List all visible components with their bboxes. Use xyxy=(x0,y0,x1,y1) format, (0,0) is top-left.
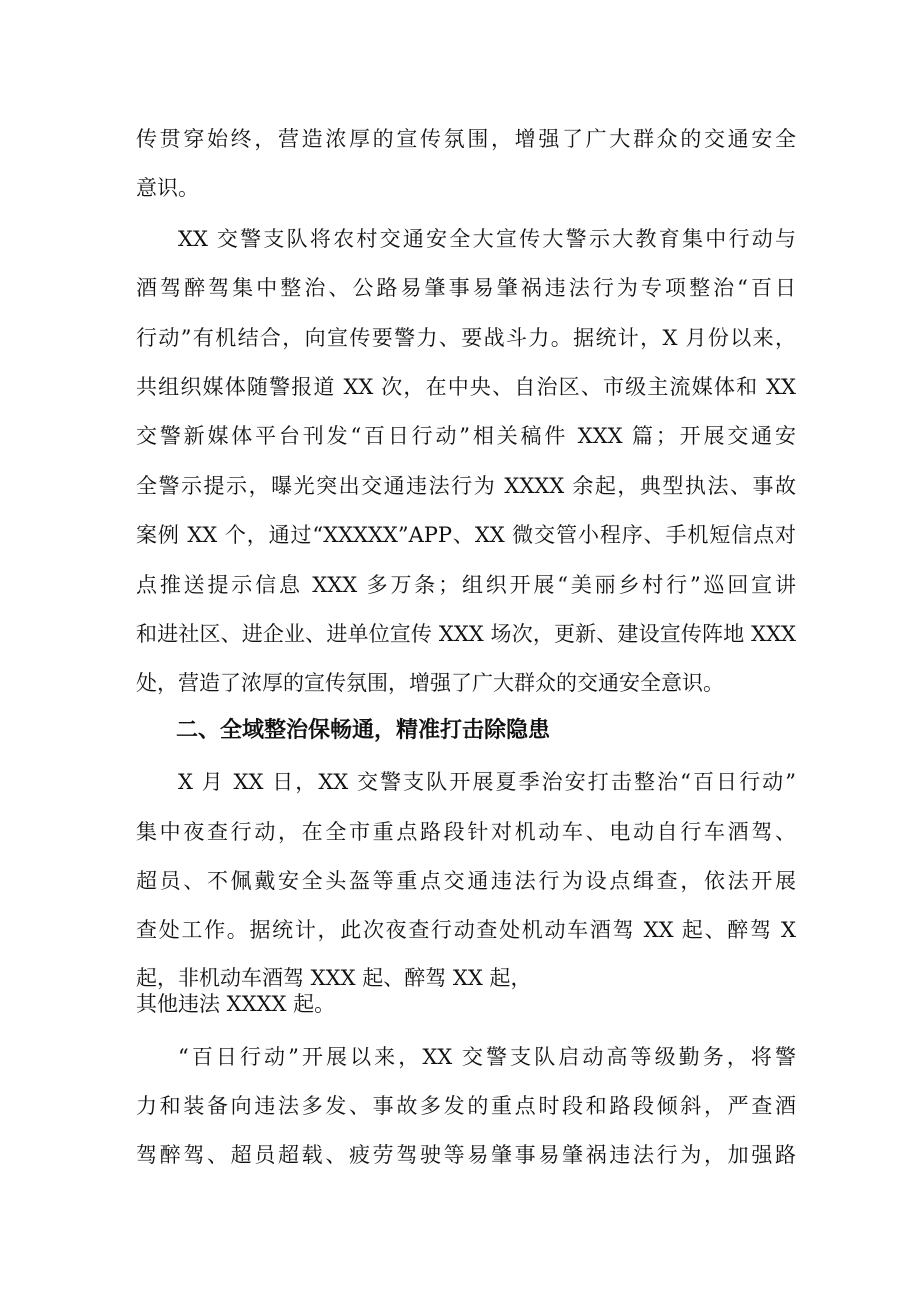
paragraph-line: 交警新媒体平台刊发“百日行动”相关稿件 XXX 篇；开展交通安 xyxy=(136,424,796,448)
paragraph-line: 和进社区、进企业、进单位宣传 XXX 场次，更新、建设宣传阵地 XXX xyxy=(136,622,796,646)
paragraph-line: 点推送提示信息 XXX 多万条；组织开展“美丽乡村行”巡回宣讲 xyxy=(136,573,796,597)
section-heading: 二、全域整治保畅通，精准打击除隐患 xyxy=(176,718,551,743)
paragraph-line: 行动”有机结合，向宣传要警力、要战斗力。据统计，X 月份以来， xyxy=(136,326,796,350)
paragraph-line: 处，营造了浓厚的宣传氛围，增强了广大群众的交通安全意识。 xyxy=(136,671,724,695)
paragraph-line: 意识。 xyxy=(136,176,199,200)
paragraph-line: 集中夜查行动，在全市重点路段针对机动车、电动自行车酒驾、 xyxy=(136,820,796,844)
paragraph-line: 驾醉驾、超员超载、疲劳驾驶等易肇事易肇祸违法行为，加强路 xyxy=(136,1143,796,1167)
paragraph-line: 案例 XX 个，通过“XXXXX”APP、XX 微交管小程序、手机短信点对 xyxy=(136,523,796,547)
paragraph-line: 共组织媒体随警报道 XX 次，在中央、自治区、市级主流媒体和 XX xyxy=(136,375,796,399)
paragraph-line: 超员、不佩戴安全头盔等重点交通违法行为设点缉查，依法开展 xyxy=(136,869,796,893)
paragraph-line: “百日行动”开展以来，XX 交警支队启动高等级勤务，将警 xyxy=(178,1045,796,1069)
paragraph-line: 起，非机动车酒驾 XXX 起、醉驾 XX 起， xyxy=(136,966,532,990)
paragraph-line: 查处工作。据统计，此次夜查行动查处机动车酒驾 XX 起、醉驾 X xyxy=(136,918,796,942)
paragraph-line: 力和装备向违法多发、事故多发的重点时段和路段倾斜，严查酒 xyxy=(136,1094,796,1118)
paragraph-line: 传贯穿始终，营造浓厚的宣传氛围，增强了广大群众的交通安全 xyxy=(136,127,796,151)
paragraph-line: 其他违法 XXXX 起。 xyxy=(136,992,336,1016)
paragraph-line: 酒驾醉驾集中整治、公路易肇事易肇祸违法行为专项整治“百日 xyxy=(136,276,796,300)
paragraph-line: XX 交警支队将农村交通安全大宣传大警示大教育集中行动与 xyxy=(178,227,796,251)
paragraph-line: 全警示提示，曝光突出交通违法行为 XXXX 余起，典型执法、事故 xyxy=(136,474,796,498)
paragraph-line: X 月 XX 日，XX 交警支队开展夏季治安打击整治“百日行动” xyxy=(178,770,796,794)
